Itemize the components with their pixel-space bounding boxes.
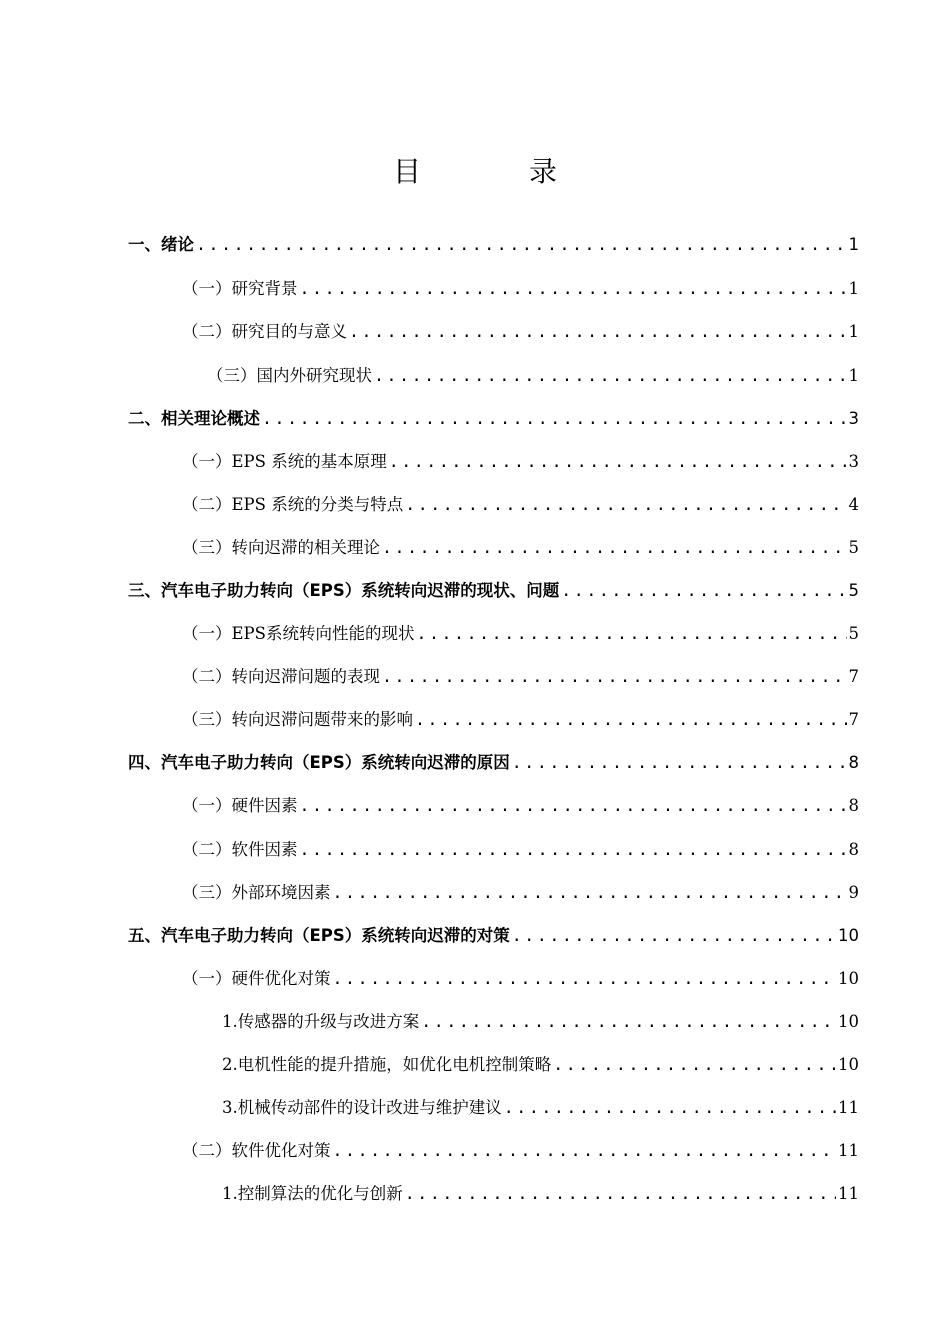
toc-entry-label: （三）转向迟滞的相关理论: [182, 538, 380, 557]
dot-leader: [561, 580, 846, 602]
toc-entry-label: （三）国内外研究现状: [207, 366, 372, 385]
toc-entry-label: 三、汽车电子助力转向（EPS）系统转向迟滞的现状、问题: [128, 581, 560, 600]
toc-entry-page: 1: [848, 366, 859, 385]
dot-leader: [512, 925, 836, 947]
toc-entry[interactable]: [182, 623, 859, 645]
dot-leader: [300, 795, 847, 817]
dot-leader: [405, 1183, 836, 1205]
toc-entry[interactable]: [128, 925, 859, 947]
toc-entry-label: 2.电机性能的提升措施，如优化电机控制策略: [222, 1055, 552, 1074]
dot-leader: [382, 537, 847, 559]
toc-entry-page: 10: [838, 969, 859, 988]
dot-leader: [300, 278, 847, 300]
toc-entry-label: （二）EPS 系统的分类与特点: [182, 495, 404, 514]
toc-entry-label: 四、汽车电子助力转向（EPS）系统转向迟滞的原因: [128, 753, 510, 772]
toc-entry-page: 11: [838, 1184, 859, 1203]
dot-leader: [421, 1011, 836, 1033]
toc-entry[interactable]: [182, 321, 859, 343]
toc-entry-label: （一）EPS 系统的基本原理: [182, 452, 387, 471]
dot-leader: [553, 1054, 836, 1076]
toc-entry-label: （二）转向迟滞问题的表现: [182, 667, 380, 686]
dot-leader: [504, 1097, 836, 1119]
toc-entry-page: 11: [838, 1098, 859, 1117]
toc-entry-page: 9: [848, 883, 859, 902]
toc-entry-page: 3: [848, 452, 859, 471]
toc-entry[interactable]: [222, 1054, 859, 1076]
dot-leader: [333, 968, 837, 990]
toc-entry-page: 11: [838, 1141, 859, 1160]
toc-entry-page: 5: [848, 538, 859, 557]
toc-entry-label: （二）研究目的与意义: [182, 322, 347, 341]
toc-entry-page: 3: [848, 409, 859, 428]
toc-entry-label: （三）转向迟滞问题带来的影响: [182, 710, 413, 729]
toc-entry-label: （一）研究背景: [182, 279, 298, 298]
toc-entry[interactable]: [182, 882, 859, 904]
toc-entry[interactable]: [128, 752, 859, 774]
dot-leader: [196, 234, 847, 256]
toc-entry-label: 一、绪论: [128, 235, 194, 254]
toc-entry-label: 五、汽车电子助力转向（EPS）系统转向迟滞的对策: [128, 926, 510, 945]
toc-entry-page: 10: [838, 1012, 859, 1031]
toc-entry-label: （二）软件因素: [182, 840, 298, 859]
toc-entry[interactable]: [182, 278, 859, 300]
toc-entry[interactable]: [182, 709, 859, 731]
toc-entry-label: （一）EPS系统转向性能的现状: [182, 624, 415, 643]
dot-leader: [389, 451, 847, 473]
toc-entry-page: 8: [848, 796, 859, 815]
toc-entry[interactable]: [222, 1183, 859, 1205]
dot-leader: [333, 1140, 837, 1162]
toc-entry-label: 1.控制算法的优化与创新: [222, 1184, 403, 1203]
dot-leader: [262, 408, 847, 430]
toc-entry[interactable]: [182, 1140, 859, 1162]
toc-entry[interactable]: [182, 451, 859, 473]
toc-entry[interactable]: [222, 1097, 859, 1119]
toc-entry-page: 1: [848, 235, 859, 254]
toc-entry-page: 8: [848, 753, 859, 772]
toc-entry-page: 5: [848, 581, 859, 600]
toc-entry-page: 1: [848, 279, 859, 298]
toc-entry-page: 8: [848, 840, 859, 859]
toc-entry[interactable]: [128, 234, 859, 256]
dot-leader: [416, 623, 846, 645]
toc-entry-label: （一）硬件优化对策: [182, 969, 331, 988]
toc-entry-page: 5: [848, 624, 859, 643]
toc-entry[interactable]: [182, 494, 859, 516]
toc-entry-label: 二、相关理论概述: [128, 409, 260, 428]
toc-entry[interactable]: [128, 580, 859, 602]
toc-entry[interactable]: [182, 537, 859, 559]
toc-entry-label: （三）外部环境因素: [182, 883, 331, 902]
toc-entry-label: 3.机械传动部件的设计改进与维护建议: [222, 1098, 502, 1117]
toc-entry[interactable]: [207, 365, 859, 387]
toc-title: 目 录: [392, 155, 597, 188]
toc-entry[interactable]: [182, 839, 859, 861]
dot-leader: [374, 365, 847, 387]
toc-entry-page: 7: [848, 667, 859, 686]
toc-entry[interactable]: [182, 968, 859, 990]
toc-entry-label: （二）软件优化对策: [182, 1141, 331, 1160]
toc-entry[interactable]: [182, 666, 859, 688]
dot-leader: [512, 752, 847, 774]
dot-leader: [333, 882, 847, 904]
toc-entry-page: 10: [838, 1055, 859, 1074]
toc-entry-page: 1: [848, 322, 859, 341]
toc-entry-page: 4: [848, 495, 859, 514]
dot-leader: [349, 321, 847, 343]
toc-entry[interactable]: [182, 795, 859, 817]
toc-entry[interactable]: [128, 408, 859, 430]
dot-leader: [300, 839, 847, 861]
toc-entry-page: 7: [848, 710, 859, 729]
dot-leader: [415, 709, 847, 731]
toc-entry-label: （一）硬件因素: [182, 796, 298, 815]
dot-leader: [405, 494, 846, 516]
toc-entry-label: 1.传感器的升级与改进方案: [222, 1012, 420, 1031]
toc-entry[interactable]: [222, 1011, 859, 1033]
dot-leader: [382, 666, 847, 688]
toc-entry-page: 10: [838, 926, 859, 945]
